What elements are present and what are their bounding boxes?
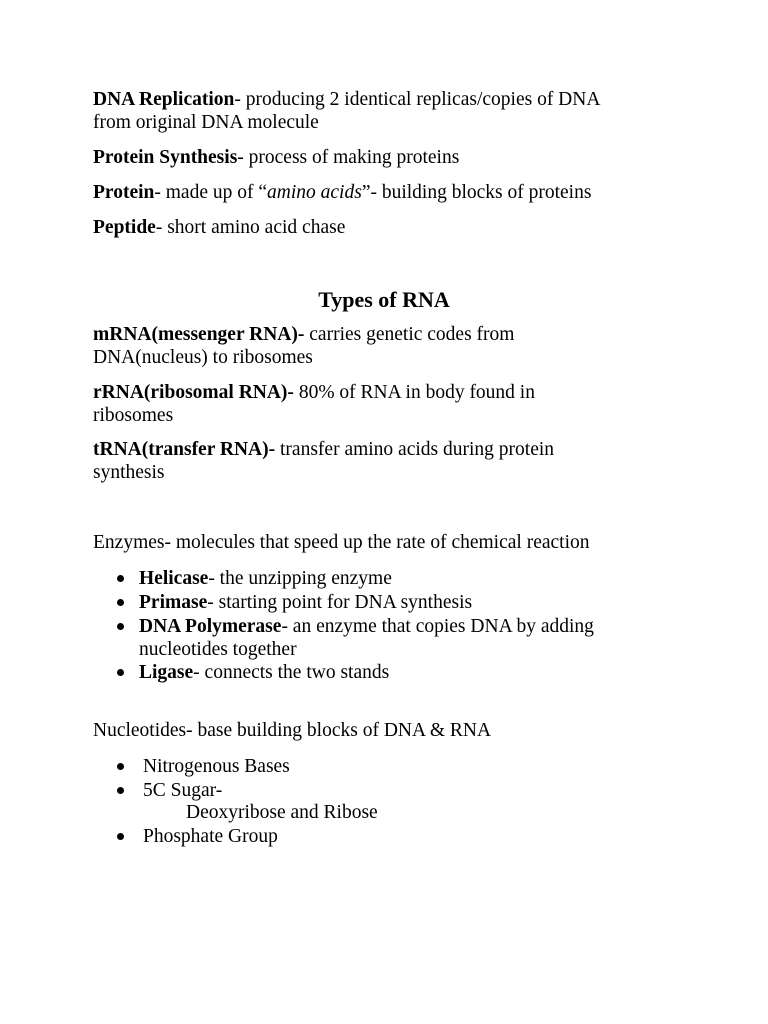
rna-item-mrna-cont: DNA(nucleus) to ribosomes bbox=[93, 347, 313, 368]
item-text: transfer amino acids during protein bbox=[275, 439, 555, 460]
nucleotide-item-phosphate-group: Phosphate Group bbox=[143, 826, 278, 847]
rna-item-trna bbox=[93, 438, 554, 461]
definition-text: - producing 2 identical replicas/copies of DNA bbox=[234, 89, 601, 110]
bullet-icon bbox=[117, 575, 124, 582]
definition-dna-replication-cont: from original DNA molecule bbox=[93, 112, 319, 133]
bullet-icon bbox=[117, 623, 124, 630]
term: tRNA(transfer RNA)- bbox=[93, 439, 276, 460]
bullet-icon bbox=[117, 669, 124, 676]
definition-text-post: ”- building blocks of proteins bbox=[361, 182, 592, 203]
nucleotide-item-5c-sugar: 5C Sugar- bbox=[143, 780, 223, 801]
definition-text-pre: - made up of “ bbox=[154, 182, 268, 203]
enzymes-intro: Enzymes- molecules that speed up the rate of chemical reaction bbox=[93, 532, 590, 553]
item-text: - an enzyme that copies DNA by adding bbox=[281, 616, 594, 637]
term: mRNA(messenger RNA)- bbox=[93, 324, 305, 345]
item-text: - the unzipping enzyme bbox=[208, 568, 392, 589]
term: DNA Replication bbox=[93, 89, 235, 110]
term: Peptide bbox=[93, 217, 156, 238]
term: DNA Polymerase bbox=[139, 616, 282, 637]
item-text: carries genetic codes from bbox=[304, 324, 515, 345]
term: Helicase bbox=[139, 568, 209, 589]
term: Primase bbox=[139, 592, 208, 613]
item-text: 80% of RNA in body found in bbox=[293, 382, 535, 403]
item-text: - connects the two stands bbox=[193, 662, 390, 683]
definition-text-italic: amino acids bbox=[267, 182, 362, 203]
definition-text: - short amino acid chase bbox=[155, 217, 346, 238]
rna-item-rrna-cont: ribosomes bbox=[93, 405, 174, 426]
bullet-icon bbox=[117, 787, 124, 794]
bullet-icon bbox=[117, 763, 124, 770]
rna-item-rrna bbox=[93, 381, 535, 404]
definition-protein-synthesis bbox=[93, 146, 459, 169]
definition-peptide bbox=[93, 216, 345, 239]
term: Protein Synthesis bbox=[93, 147, 238, 168]
rna-item-mrna bbox=[93, 323, 514, 346]
rna-item-trna-cont: synthesis bbox=[93, 462, 165, 483]
enzyme-item-helicase bbox=[139, 567, 392, 590]
term: rRNA(ribosomal RNA)- bbox=[93, 382, 294, 403]
enzyme-item-ligase bbox=[139, 661, 389, 684]
nucleotide-item-5c-sugar-sub: Deoxyribose and Ribose bbox=[186, 802, 378, 823]
definition-text: - process of making proteins bbox=[237, 147, 460, 168]
enzyme-item-dna-polymerase-cont: nucleotides together bbox=[139, 639, 297, 660]
term: Protein bbox=[93, 182, 155, 203]
definition-dna-replication bbox=[93, 88, 600, 111]
item-text: - starting point for DNA synthesis bbox=[207, 592, 473, 613]
bullet-icon bbox=[117, 599, 124, 606]
enzyme-item-primase bbox=[139, 591, 472, 614]
definition-protein bbox=[93, 181, 591, 204]
section-heading-rna: Types of RNA bbox=[318, 287, 450, 312]
enzyme-item-dna-polymerase bbox=[139, 615, 594, 638]
nucleotides-intro: Nucleotides- base building blocks of DNA & RNA bbox=[93, 720, 492, 741]
term: Ligase bbox=[139, 662, 194, 683]
nucleotide-item-nitrogenous-bases: Nitrogenous Bases bbox=[143, 756, 290, 777]
bullet-icon bbox=[117, 833, 124, 840]
